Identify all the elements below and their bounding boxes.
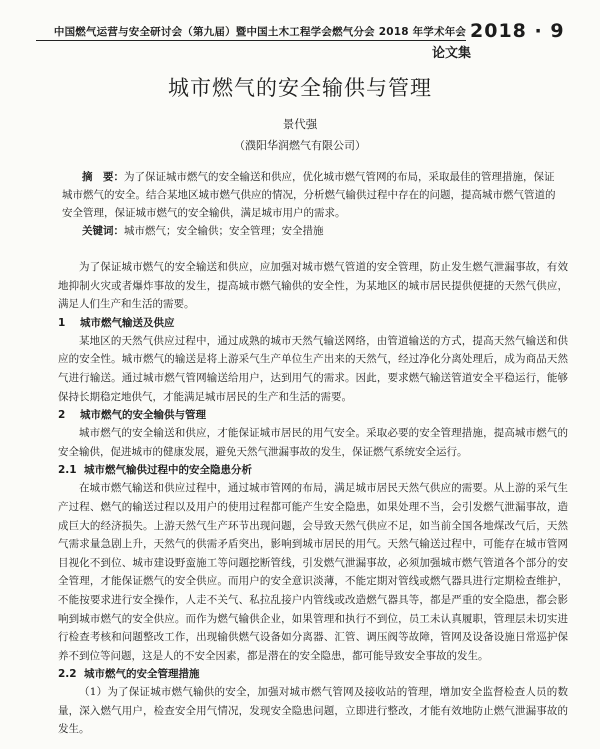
running-header-date: 2018 · 9 bbox=[470, 20, 565, 42]
running-header-label: 论文集 bbox=[432, 46, 472, 61]
section-1-number: 1 bbox=[58, 316, 66, 329]
section-2-2-paragraph: （1）为了保证城市燃气输供的安全，加强对城市燃气管网及接收站的管理，增加安全监督检查人员的数量，深入燃气用户，检查安全用气情况，发现安全隐患问题，立即进行整改，才能有效地防止燃气泄漏事故的发生。 bbox=[58, 686, 568, 736]
section-2-heading bbox=[58, 406, 568, 424]
header-divider bbox=[36, 40, 466, 41]
body-text bbox=[58, 258, 568, 739]
paper-title: 城市燃气的安全输供与管理 bbox=[168, 76, 432, 100]
section-1-paragraph: 某地区的天然气供应过程中，通过成熟的城市天然气输送网络，由管道输送的方式，提高天然气输送和供应的安全性。城市燃气的输送是将上游采气生产单位生产出来的天然气，经过净化分离处理后，成为商品天然气进行输送。通过城市燃气管网输送给用户，达到用气的需求。因此，要求燃气输送管道安全平稳运行，能够保持长期稳定地供气，才能满足城市居民的生产和生活的需要。 bbox=[58, 334, 568, 403]
section-2-1-heading bbox=[58, 461, 568, 479]
author-name: 景代强 bbox=[282, 117, 318, 131]
keywords-label: 关键词： bbox=[82, 225, 124, 237]
keywords-text: 城市燃气；安全输供；安全管理；安全措施 bbox=[124, 225, 324, 237]
author-affiliation: （濮阳华润燃气有限公司） bbox=[234, 139, 366, 152]
section-2-1-paragraph: 在城市燃气输送和供应过程中，通过城市管网的布局，满足城市居民天然气供应的需要。从上游的采气生产过程、燃气的输送过程以及用户的使用过程都可能产生安全隐患，如果处理不当，会引发燃气泄漏事故，造成巨大的经济损失。上游天然气生产环节出现问题，会导致天然气供应不足，如当前全国各地煤改气后，天然气需求量急剧上升，天然气的供需矛盾突出，影响到城市居民的用气。天然气输送过程中，可能存在城市管网目视化不到位、城市建设野蛮施工等问题挖断管线，引发燃气泄漏事故，必须加强城市燃气管道各个部分的安全管理，才能保证燃气的安全供应。而用户的安全意识淡薄，不能定期对管线或燃气器具进行定期检查维护，不能按要求进行安全操作，人走不关气、私拉乱接户内管线或改造燃气器具等，都是严重的安全隐患，都会影响到城市燃气的安全供应。而作为燃气输供企业，如果管理和执行不到位，员工未认真履职，管理层未切实进行检查考核和问题整改工作，出现输供燃气设备如分离器、汇管、调压阀等故障，管网及设备设施日常巡护保养不到位等问题，这是人的不安全因素，都是潜在的安全隐患，都可能导致安全事故的发生。 bbox=[58, 482, 568, 662]
section-2-2-number: 2.2 bbox=[58, 668, 77, 681]
section-2-number: 2 bbox=[58, 409, 66, 422]
running-header-conference: 中国燃气运营与安全研讨会（第九届）暨中国土木工程学会燃气分会 2018 年学术年会 bbox=[53, 26, 467, 38]
section-1-title: 城市燃气输送及供应 bbox=[80, 316, 175, 329]
section-2-1-number: 2.1 bbox=[58, 464, 77, 477]
section-2-1-title: 城市燃气输供过程中的安全隐患分析 bbox=[84, 464, 252, 477]
section-1-heading bbox=[58, 314, 568, 332]
abstract-label: 摘 要： bbox=[82, 171, 124, 183]
abstract-text: 为了保证城市燃气的安全输送和供应，优化城市燃气管网的布局，采取最佳的管理措施，保证城市燃气的安全。结合某地区城市燃气供应的情况，分析燃气输供过程中存在的问题，提高城市燃气管道的安全管理，保证城市燃气的安全输供，满足城市用户的需求。 bbox=[62, 171, 556, 219]
intro-paragraph: 为了保证城市燃气的安全输送和供应，应加强对城市燃气管道的安全管理，防止发生燃气泄漏事故，有效地抑制火灾或者爆炸事故的发生，提高城市燃气输供的安全性，为某地区的城市居民提供便捷的天然气供应，满足人们生产和生活的需要。 bbox=[58, 261, 568, 311]
section-2-2-title: 城市燃气的安全管理措施 bbox=[84, 668, 200, 681]
abstract bbox=[62, 168, 562, 222]
section-2-2-heading bbox=[58, 665, 568, 683]
keywords bbox=[82, 222, 562, 240]
section-2-paragraph: 城市燃气的安全输送和供应，才能保证城市居民的用气安全。采取必要的安全管理措施，提高城市燃气的安全输供，促进城市的健康发展，避免天然气泄漏事故的发生，保证燃气系统安全运行。 bbox=[58, 427, 568, 458]
section-2-title: 城市燃气的安全输供与管理 bbox=[80, 409, 206, 422]
